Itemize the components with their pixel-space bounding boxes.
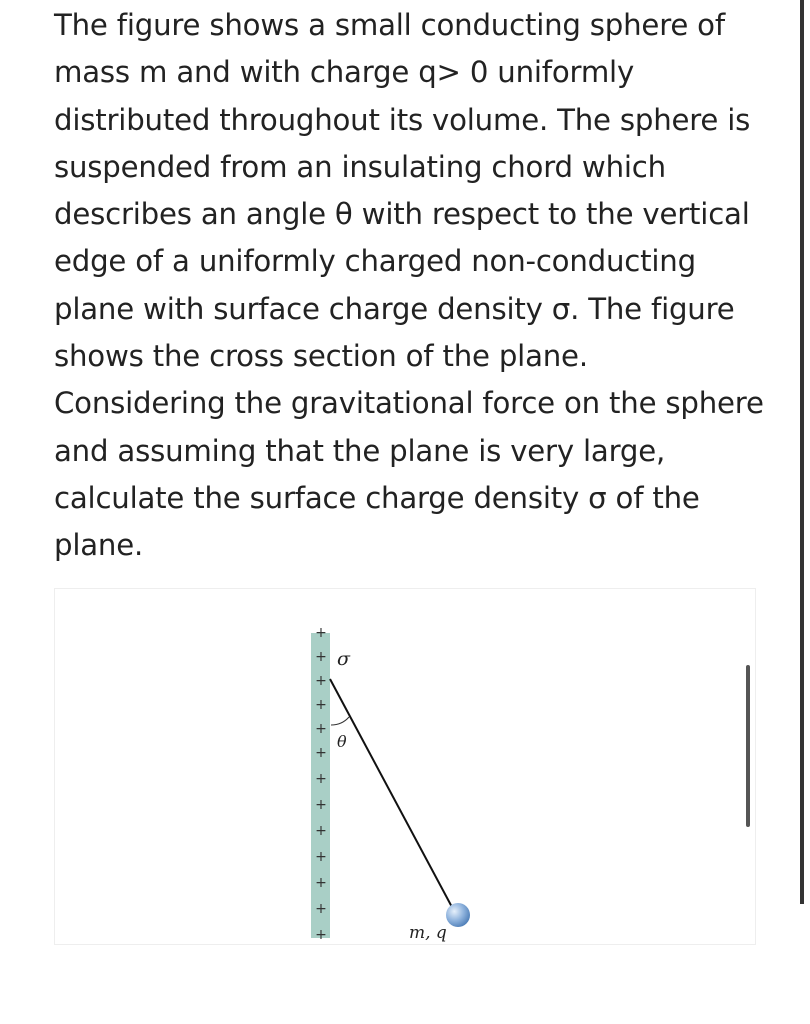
plus-sign: + [315, 721, 327, 737]
sphere-label: m, q [409, 923, 447, 943]
pendulum-figure [55, 589, 757, 946]
plus-sign: + [315, 625, 327, 641]
problem-text: The figure shows a small conducting sphere of mass m and with charge q> 0 uniformly distributed throughout its volume. The sphere is suspended from an insulating chord which describes an angle θ with respect to the vertical edge of a uniformly charged non-conducting plane with surface charge density σ. The figure shows the cross section of the plane. Considering the gravitational force on the sphere and assuming that the plane is very large, calculate the surface charge density σ of the plane. [54, 8, 764, 563]
plus-sign: + [315, 901, 327, 917]
page-edge [800, 0, 804, 904]
insulating-cord [330, 679, 453, 909]
plus-sign: + [315, 875, 327, 891]
angle-arc [331, 717, 349, 725]
plus-sign: + [315, 797, 327, 813]
plus-sign: + [315, 649, 327, 665]
figure-panel [54, 588, 756, 945]
angle-label: θ [337, 732, 347, 751]
plus-sign: + [315, 849, 327, 865]
plus-sign: + [315, 673, 327, 689]
scrollbar-thumb[interactable] [746, 665, 750, 827]
sigma-label: σ [337, 648, 350, 670]
plus-sign: + [315, 823, 327, 839]
plus-sign: + [315, 745, 327, 761]
plus-sign: + [315, 771, 327, 787]
plus-sign: + [315, 927, 327, 943]
charged-sphere [446, 903, 470, 927]
plus-sign: + [315, 697, 327, 713]
